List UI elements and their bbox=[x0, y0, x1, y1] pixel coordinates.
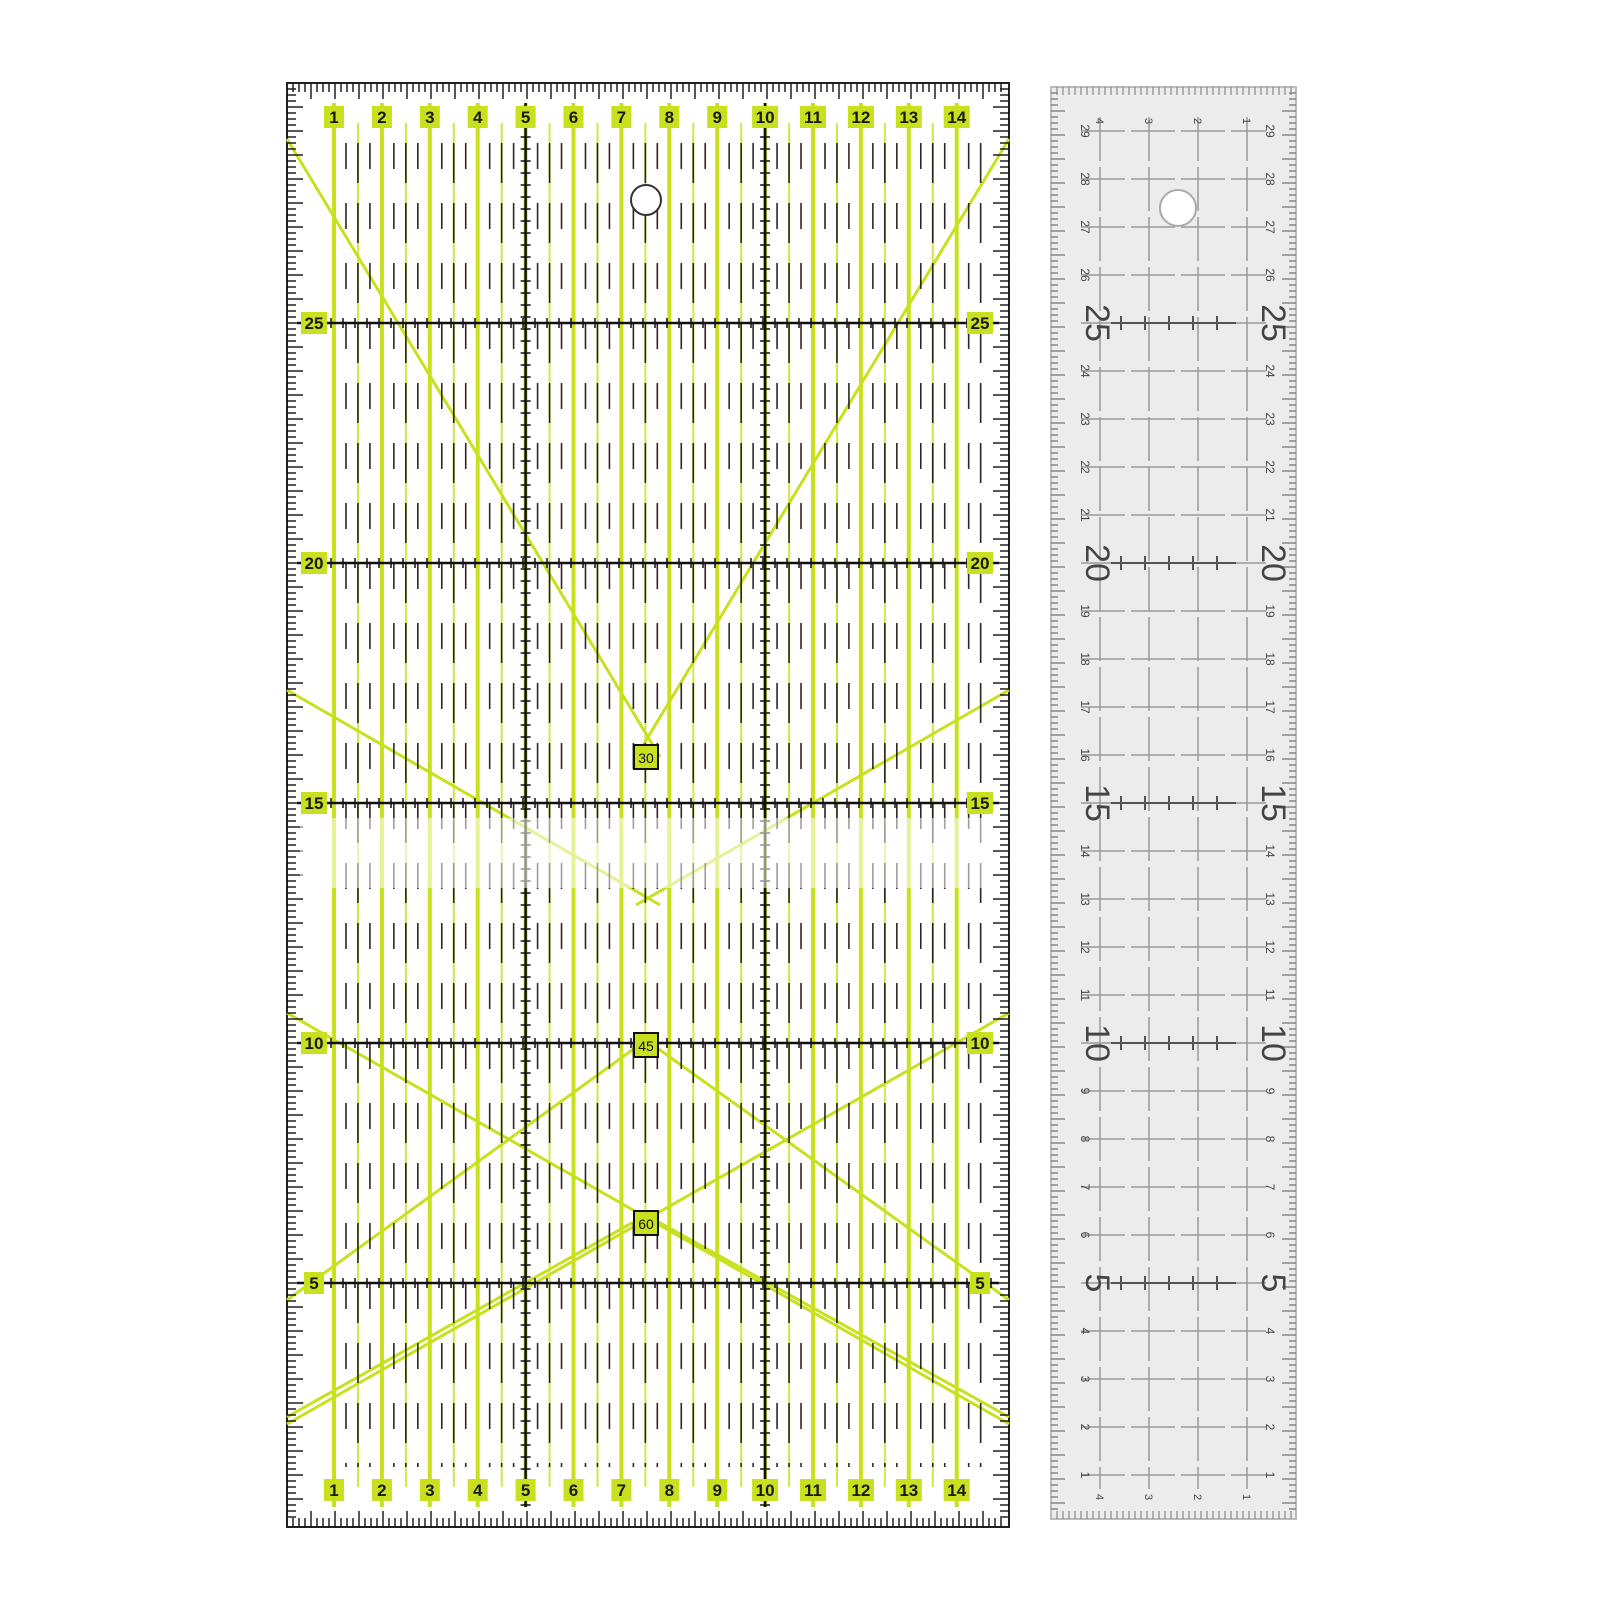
clear-minor-label-right: 21 bbox=[1263, 508, 1277, 522]
clear-minor-label-right: 9 bbox=[1263, 1087, 1277, 1095]
clear-width-label-bottom: 1 bbox=[1240, 1493, 1252, 1501]
column-number-top: 14 bbox=[947, 108, 967, 127]
clear-width-label-top: 3 bbox=[1142, 117, 1154, 125]
clear-width-label-top: 4 bbox=[1093, 117, 1105, 125]
clear-minor-label-right: 3 bbox=[1263, 1375, 1277, 1383]
row-number-left: 25 bbox=[304, 314, 324, 333]
clear-width-label-top: 1 bbox=[1240, 117, 1252, 125]
clear-minor-label-right: 26 bbox=[1263, 268, 1277, 282]
clear-minor-label-left: 9 bbox=[1078, 1087, 1092, 1095]
glare-band bbox=[300, 818, 990, 888]
clear-minor-label-left: 23 bbox=[1078, 412, 1092, 426]
clear-minor-label-right: 23 bbox=[1263, 412, 1277, 426]
clear-minor-label-left: 19 bbox=[1078, 604, 1092, 618]
clear-minor-label-right: 4 bbox=[1263, 1327, 1277, 1335]
clear-major-label-left: 25 bbox=[1078, 304, 1116, 342]
column-number-bottom: 3 bbox=[425, 1481, 435, 1500]
column-number-bottom: 5 bbox=[520, 1481, 531, 1500]
clear-minor-label-right: 6 bbox=[1263, 1231, 1277, 1239]
column-number-bottom: 14 bbox=[947, 1481, 967, 1500]
clear-major-label-left: 15 bbox=[1078, 784, 1116, 822]
clear-minor-label-left: 12 bbox=[1078, 940, 1092, 954]
clear-minor-label-left: 3 bbox=[1078, 1375, 1092, 1383]
clear-width-label-bottom: 4 bbox=[1093, 1493, 1105, 1501]
clear-minor-label-right: 28 bbox=[1263, 172, 1277, 186]
column-number-top: 6 bbox=[568, 108, 579, 127]
column-number-bottom: 8 bbox=[664, 1481, 675, 1500]
quilting-ruler bbox=[287, 83, 1009, 1527]
row-number-right: 10 bbox=[970, 1034, 990, 1053]
clear-minor-label-left: 18 bbox=[1078, 652, 1092, 666]
row-number-left: 10 bbox=[304, 1034, 324, 1053]
clear-minor-label-right: 27 bbox=[1263, 220, 1277, 234]
clear-minor-label-right: 8 bbox=[1263, 1135, 1277, 1143]
clear-minor-label-left: 21 bbox=[1078, 508, 1092, 522]
clear-minor-label-right: 12 bbox=[1263, 940, 1277, 954]
clear-minor-label-right: 14 bbox=[1263, 844, 1277, 858]
clear-minor-label-right: 1 bbox=[1263, 1471, 1277, 1479]
clear-minor-label-left: 26 bbox=[1078, 268, 1092, 282]
clear-minor-label-left: 27 bbox=[1078, 220, 1092, 234]
clear-width-label-bottom: 3 bbox=[1142, 1493, 1154, 1501]
row-number-left: 15 bbox=[304, 794, 324, 813]
clear-minor-label-left: 14 bbox=[1078, 844, 1092, 858]
column-number-top: 7 bbox=[616, 108, 627, 127]
row-number-left: 20 bbox=[304, 554, 324, 573]
clear-major-label-right: 20 bbox=[1254, 544, 1292, 582]
row-number-left: 5 bbox=[309, 1274, 319, 1293]
column-number-top: 3 bbox=[425, 108, 435, 127]
clear-minor-label-right: 7 bbox=[1263, 1183, 1277, 1191]
column-number-bottom: 6 bbox=[568, 1481, 579, 1500]
angle-label: 60 bbox=[638, 1216, 654, 1232]
column-number-bottom: 10 bbox=[755, 1481, 775, 1500]
column-number-top: 12 bbox=[851, 108, 871, 127]
quilting-ruler-body bbox=[287, 83, 1009, 1527]
clear-major-label-right: 15 bbox=[1254, 784, 1292, 822]
clear-minor-label-left: 11 bbox=[1078, 988, 1092, 1002]
clear-minor-label-left: 28 bbox=[1078, 172, 1092, 186]
column-number-top: 8 bbox=[664, 108, 675, 127]
straight-ruler-hole-icon bbox=[1160, 190, 1196, 226]
angle-label: 45 bbox=[638, 1038, 654, 1054]
clear-minor-label-left: 2 bbox=[1078, 1423, 1092, 1431]
row-number-right: 15 bbox=[970, 794, 990, 813]
clear-major-label-left: 5 bbox=[1078, 1273, 1116, 1293]
clear-major-label-left: 10 bbox=[1078, 1024, 1116, 1062]
clear-major-label-right: 10 bbox=[1254, 1024, 1292, 1062]
clear-minor-label-left: 24 bbox=[1078, 364, 1092, 378]
clear-width-label-top: 2 bbox=[1191, 117, 1203, 125]
clear-minor-label-left: 7 bbox=[1078, 1183, 1092, 1191]
column-number-bottom: 12 bbox=[851, 1481, 871, 1500]
clear-minor-label-left: 22 bbox=[1078, 460, 1092, 474]
column-number-top: 5 bbox=[520, 108, 531, 127]
column-number-top: 2 bbox=[377, 108, 387, 127]
column-number-bottom: 11 bbox=[804, 1481, 822, 1500]
column-number-top: 9 bbox=[712, 108, 722, 127]
angle-label: 30 bbox=[638, 750, 654, 766]
clear-minor-label-left: 6 bbox=[1078, 1231, 1092, 1239]
row-number-right: 20 bbox=[970, 554, 990, 573]
column-number-top: 1 bbox=[329, 108, 339, 127]
clear-minor-label-right: 24 bbox=[1263, 364, 1277, 378]
clear-minor-label-right: 18 bbox=[1263, 652, 1277, 666]
clear-minor-label-right: 11 bbox=[1263, 988, 1277, 1002]
clear-minor-label-left: 8 bbox=[1078, 1135, 1092, 1143]
clear-minor-label-right: 13 bbox=[1263, 892, 1277, 906]
clear-minor-label-right: 17 bbox=[1263, 700, 1277, 714]
hanging-hole-icon bbox=[631, 185, 661, 215]
column-number-top: 11 bbox=[804, 108, 822, 127]
clear-width-label-bottom: 2 bbox=[1191, 1493, 1203, 1501]
clear-major-label-right: 5 bbox=[1254, 1273, 1292, 1293]
clear-minor-label-right: 16 bbox=[1263, 748, 1277, 762]
clear-minor-label-left: 4 bbox=[1078, 1327, 1092, 1335]
clear-minor-label-left: 16 bbox=[1078, 748, 1092, 762]
row-number-right: 5 bbox=[975, 1274, 985, 1293]
clear-minor-label-left: 1 bbox=[1078, 1471, 1092, 1479]
column-number-top: 13 bbox=[899, 108, 919, 127]
row-number-right: 25 bbox=[970, 314, 990, 333]
column-number-top: 4 bbox=[472, 108, 483, 127]
column-number-bottom: 2 bbox=[377, 1481, 387, 1500]
clear-major-label-left: 20 bbox=[1078, 544, 1116, 582]
column-number-bottom: 4 bbox=[472, 1481, 483, 1500]
column-number-bottom: 9 bbox=[712, 1481, 722, 1500]
column-number-bottom: 7 bbox=[616, 1481, 627, 1500]
column-number-bottom: 13 bbox=[899, 1481, 919, 1500]
column-number-bottom: 1 bbox=[329, 1481, 339, 1500]
column-number-top: 10 bbox=[755, 108, 775, 127]
clear-minor-label-left: 13 bbox=[1078, 892, 1092, 906]
clear-minor-label-left: 29 bbox=[1078, 124, 1092, 138]
clear-minor-label-right: 19 bbox=[1263, 604, 1277, 618]
straight-ruler bbox=[1051, 87, 1296, 1519]
clear-minor-label-right: 22 bbox=[1263, 460, 1277, 474]
clear-minor-label-right: 29 bbox=[1263, 124, 1277, 138]
clear-minor-label-right: 2 bbox=[1263, 1423, 1277, 1431]
clear-major-label-right: 25 bbox=[1254, 304, 1292, 342]
clear-minor-label-left: 17 bbox=[1078, 700, 1092, 714]
